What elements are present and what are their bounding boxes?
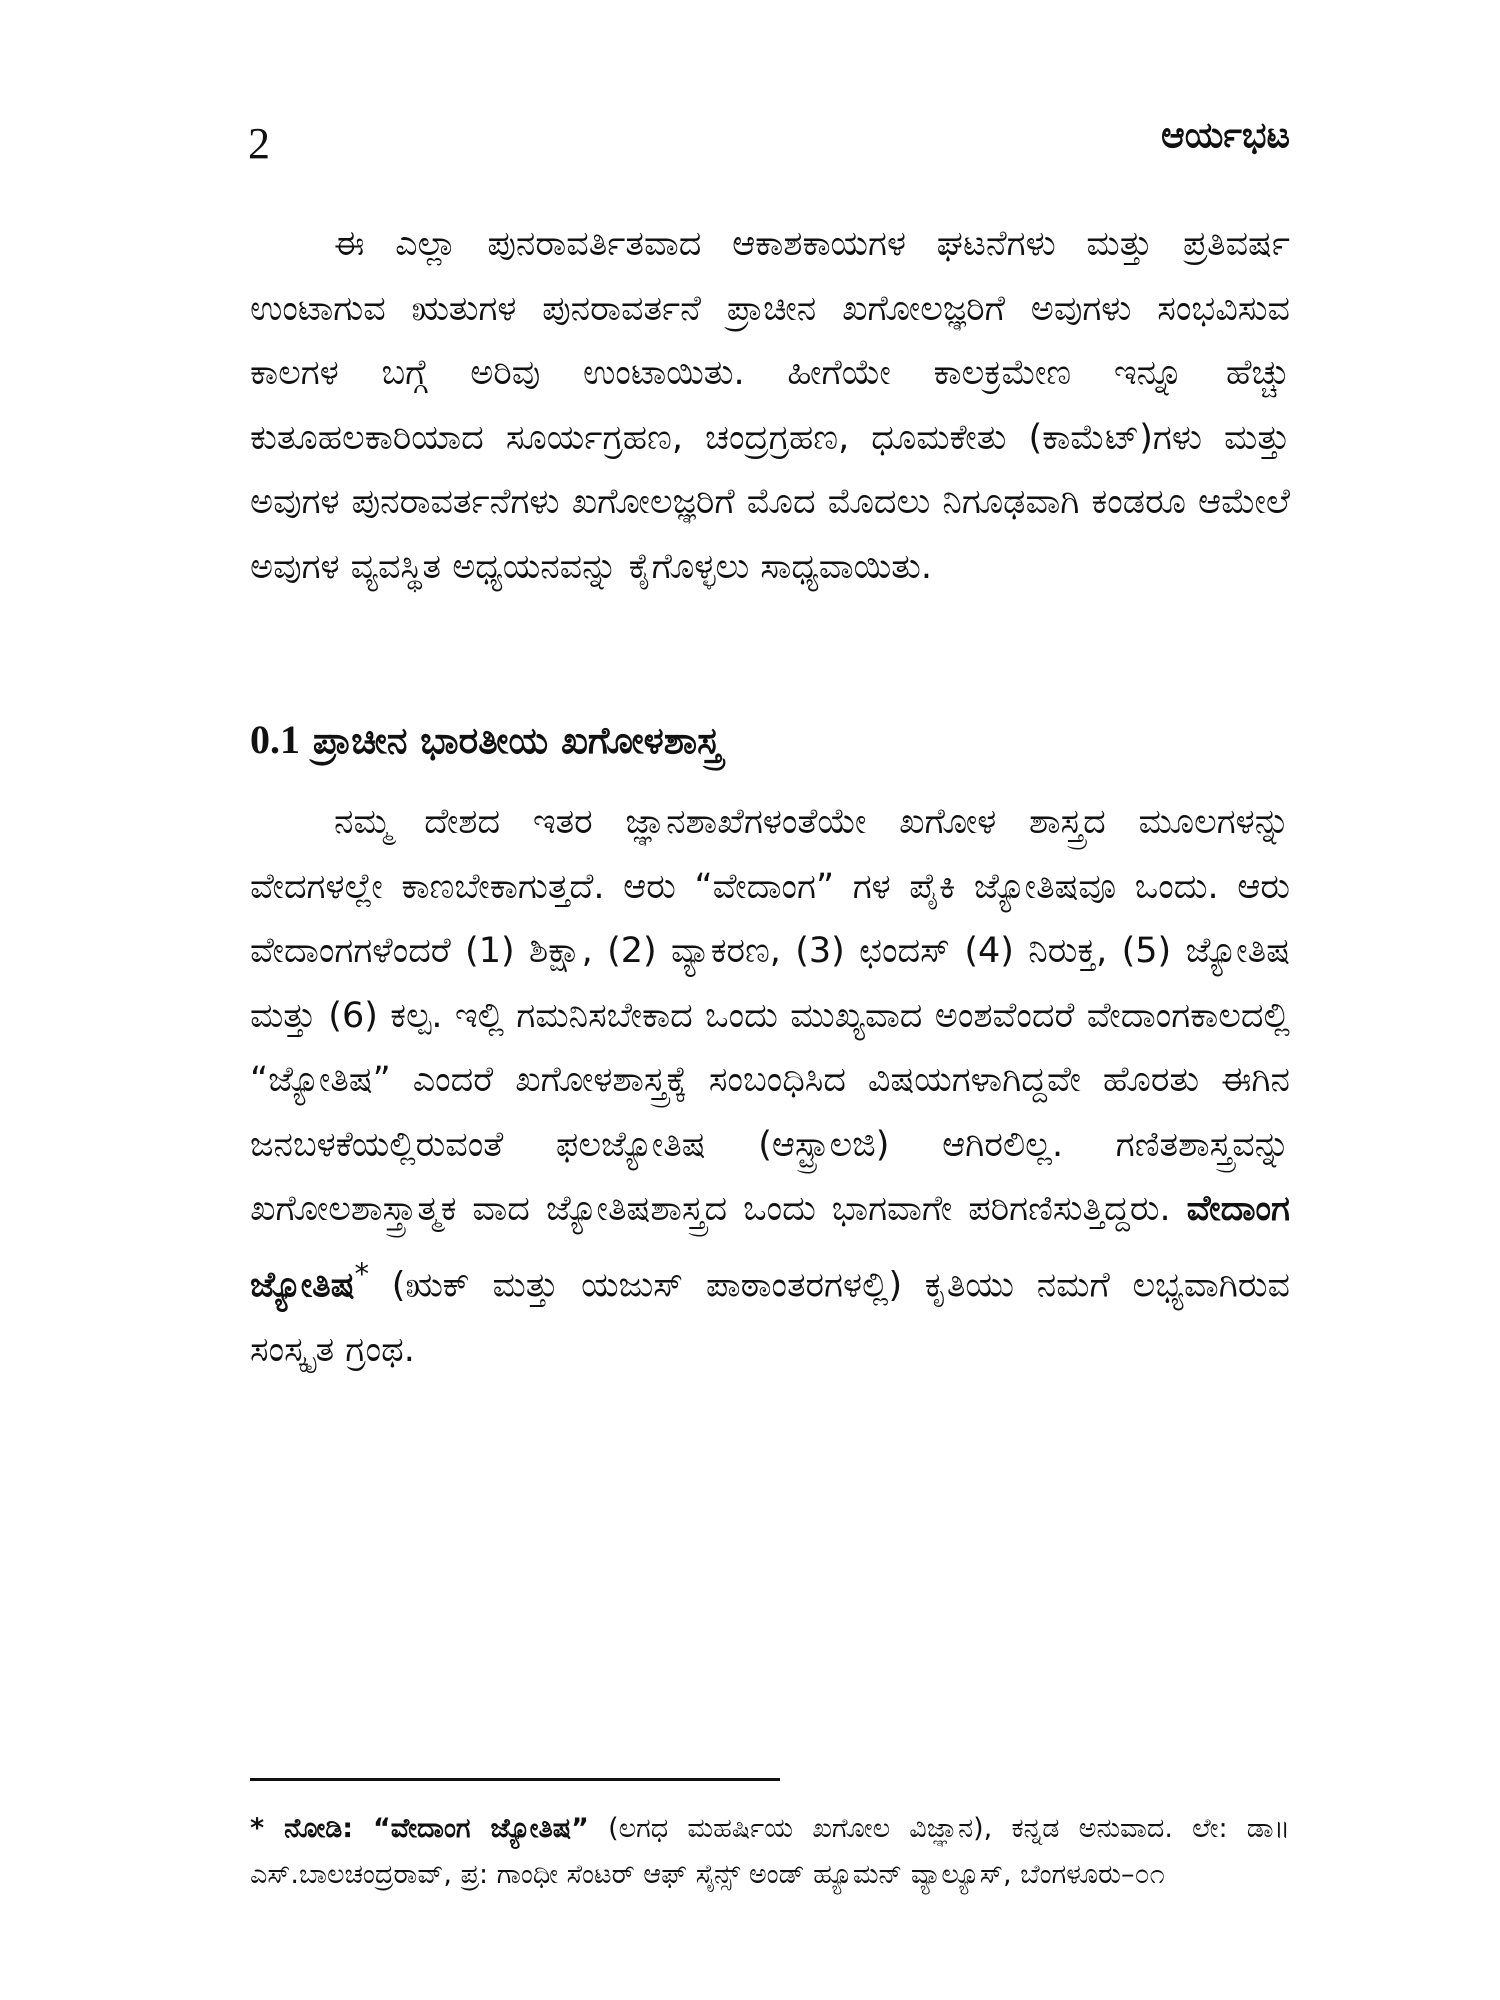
footnote-text: (ಲಗಧ ಮಹರ್ಷಿಯ ಖಗೋಲ ವಿಜ್ಞಾನ), ಕನ್ನಡ ಅನುವಾದ. ಲೇ: ಡಾ॥ ಎಸ್.ಬಾಲಚಂದ್ರರಾವ್, ಪ್ರ: ಗಾಂಧೀ ಸೆಂಟರ್ ಆಫ್ ಸೈನ್ಸ್ ಅಂಡ್ ಹ್ಯೂಮನ್ ವ್ಯಾಲ್ಯೂಸ್, ಬೆಂಗಳೂರು–೦೧	[250, 1813, 1290, 1890]
footnote-divider	[250, 1778, 780, 1781]
section-heading	[250, 716, 721, 764]
paragraph-1: ಈ ಎಲ್ಲಾ ಪುನರಾವರ್ತಿತವಾದ ಆಕಾಶಕಾಯಗಳ ಘಟನೆಗಳು ಮತ್ತು ಪ್ರತಿವರ್ಷ ಉಂಟಾಗುವ ಋತುಗಳ ಪುನರಾವರ್ತನೆ ಪ್ರಾಚೀನ ಖಗೋಲಜ್ಞರಿಗೆ ಅವುಗಳು ಸಂಭವಿಸುವ ಕಾಲಗಳ ಬಗ್ಗೆ ಅರಿವು ಉಂಟಾಯಿತು. ಹೀಗೆಯೇ ಕಾಲಕ್ರಮೇಣ ಇನ್ನೂ ಹೆಚ್ಚು ಕುತೂಹಲಕಾರಿಯಾದ ಸೂರ್ಯಗ್ರಹಣ, ಚಂದ್ರಗ್ರಹಣ, ಧೂಮಕೇತು (ಕಾಮೆಟ್)ಗಳು ಮತ್ತು ಅವುಗಳ ಪುನರಾವರ್ತನೆಗಳು ಖಗೋಲಜ್ಞರಿಗೆ ಮೊದ ಮೊದಲು ನಿಗೂಢವಾಗಿ ಕಂಡರೂ ಆಮೇಲೆ ಅವುಗಳ ವ್ಯವಸ್ಥಿತ ಅಧ್ಯಯನವನ್ನು ಕೈಗೊಳ್ಳಲು ಸಾಧ್ಯವಾಯಿತು.	[250, 224, 1290, 587]
paragraph-2-text-before: ನಮ್ಮ ದೇಶದ ಇತರ ಜ್ಞಾನಶಾಖೆಗಳಂತೆಯೇ ಖಗೋಳ ಶಾಸ್ತ್ರದ ಮೂಲಗಳನ್ನು ವೇದಗಳಲ್ಲೇ ಕಾಣಬೇಕಾಗುತ್ತದೆ. ಆರು “ವೇದಾಂಗ” ಗಳ ಪೈಕಿ ಜ್ಯೋತಿಷವೂ ಒಂದು. ಆರು ವೇದಾಂಗಗಳೆಂದರೆ (1) ಶಿಕ್ಷಾ, (2) ವ್ಯಾಕರಣ, (3) ಛಂದಸ್ (4) ನಿರುಕ್ತ, (5) ಜ್ಯೋತಿಷ ಮತ್ತು (6) ಕಲ್ಪ. ಇಲ್ಲಿ ಗಮನಿಸಬೇಕಾದ ಒಂದು ಮುಖ್ಯವಾದ ಅಂಶವೆಂದರೆ ವೇದಾಂಗಕಾಲದಲ್ಲಿ “ಜ್ಯೋತಿಷ” ಎಂದರೆ ಖಗೋಳಶಾಸ್ತ್ರಕ್ಕೆ ಸಂಬಂಧಿಸಿದ ವಿಷಯಗಳಾಗಿದ್ದವೇ ಹೊರತು ಈಗಿನ ಜನಬಳಕೆಯಲ್ಲಿರುವಂತೆ ಫಲಜ್ಯೋತಿಷ (ಆಸ್ಟ್ರಾಲಜಿ) ಆಗಿರಲಿಲ್ಲ. ಗಣಿತಶಾಸ್ತ್ರವನ್ನು ಖಗೋಲಶಾಸ್ತ್ರಾತ್ಮಕ ವಾದ ಜ್ಯೋತಿಷಶಾಸ್ತ್ರದ ಒಂದು ಭಾಗವಾಗೇ ಪರಿಗಣಿಸುತ್ತಿದ್ದರು.	[250, 802, 1290, 1229]
footnote	[250, 1806, 1290, 1898]
running-title: ಆರ್ಯಭಟ	[1160, 115, 1290, 156]
footnote-lead: * ನೋಡಿ: “ವೇದಾಂಗ ಜ್ಯೋತಿಷ”	[250, 1813, 589, 1844]
bold-term-vedanga-jyotisha: ವೇದಾಂಗ ಜ್ಯೋತಿಷ	[250, 1189, 1290, 1306]
paragraph-2	[250, 790, 1290, 1382]
footnote-marker: *	[354, 1256, 370, 1291]
section-number: 0.1	[250, 717, 300, 762]
page-number: 2	[248, 119, 270, 168]
section-title: ಪ್ರಾಚೀನ ಭಾರತೀಯ ಖಗೋಳಶಾಸ್ತ್ರ	[312, 719, 721, 762]
paragraph-2-text-after: (ಋಕ್ ಮತ್ತು ಯಜುಸ್ ಪಾಠಾಂತರಗಳಲ್ಲಿ) ಕೃತಿಯು ನಮಗೆ ಲಭ್ಯವಾಗಿರುವ ಸಂಸ್ಕೃತ ಗ್ರಂಥ.	[250, 1265, 1290, 1370]
